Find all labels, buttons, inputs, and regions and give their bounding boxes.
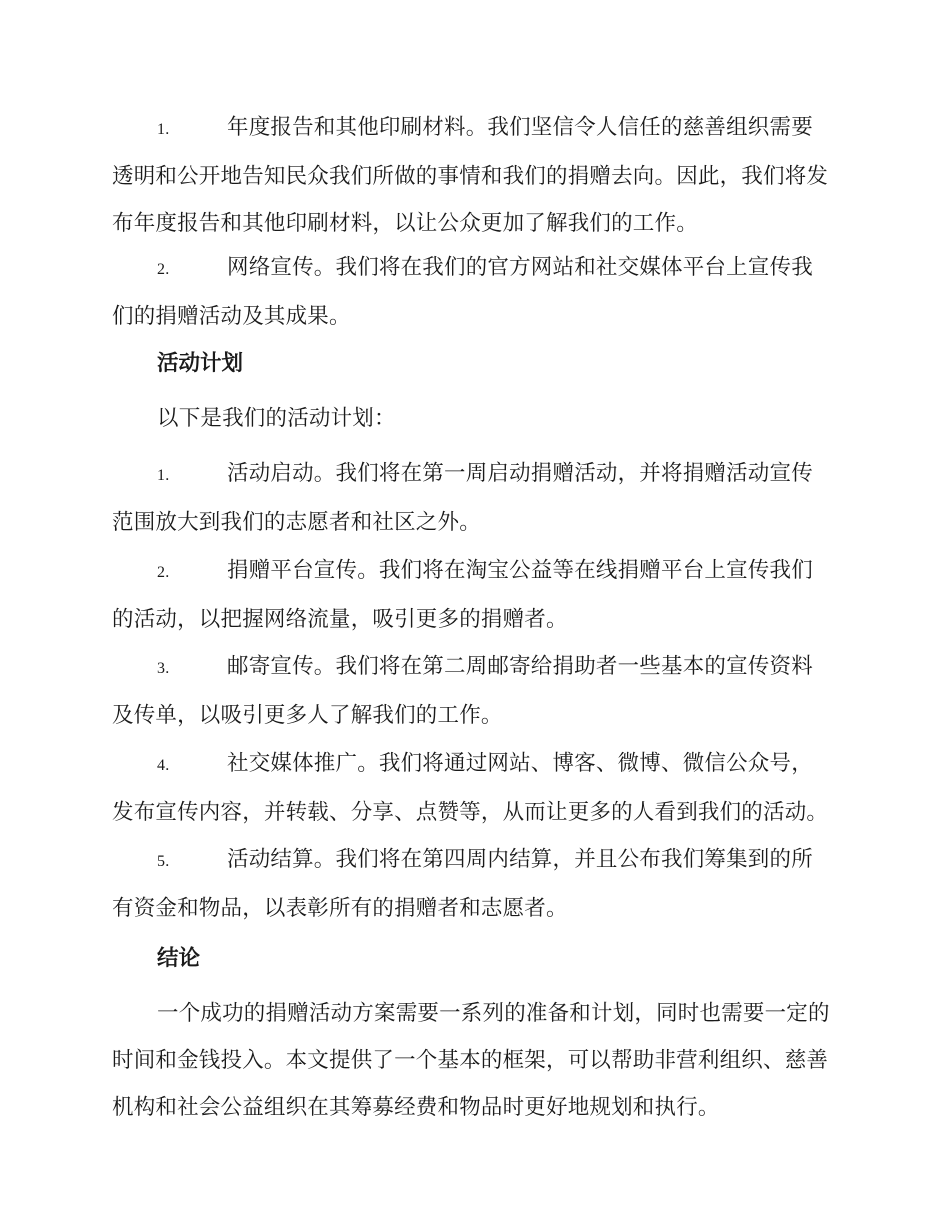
list-item (112, 104, 834, 247)
conclusion-text: 一个成功的捐赠活动方案需要一系列的准备和计划，同时也需要一定的时间和金钱投入。本文提供了一个基本的框架，可以帮助非营利组织、慈善机构和社会公益组织在其筹募经费和物品时更好地规划和执行。 (112, 1001, 830, 1120)
list-item (112, 643, 834, 739)
list-number: 1. (157, 467, 170, 484)
plan-intro-text: 以下是我们的活动计划： (157, 406, 396, 431)
list-item-text: 活动启动。我们将在第一周启动捐赠活动，并将捐赠活动宣传范围放大到我们的志愿者和社区之外。 (112, 461, 813, 535)
plan-intro (112, 395, 834, 442)
list-item-text: 捐赠平台宣传。我们将在淘宝公益等在线捐赠平台上宣传我们的活动，以把握网络流量，吸引更多的捐赠者。 (112, 558, 813, 632)
list-item-text: 活动结算。我们将在第四周内结算，并且公布我们筹集到的所有资金和物品，以表彰所有的捐赠者和志愿者。 (112, 847, 813, 921)
list-number: 1. (157, 121, 170, 138)
list-item-text: 社交媒体推广。我们将通过网站、博客、微博、微信公众号，发布宣传内容，并转载、分享、点赞等，从而让更多的人看到我们的活动。 (112, 751, 829, 825)
section-heading-plan: 活动计划 (157, 351, 244, 376)
list-item (112, 547, 834, 643)
list-item (112, 244, 834, 340)
list-item-text: 年度报告和其他印刷材料。我们坚信令人信任的慈善组织需要透明和公开地告知民众我们所做的事情和我们的捐赠去向。因此，我们将发布年度报告和其他印刷材料，以让公众更加了解我们的工作。 (112, 115, 829, 236)
list-number: 4. (157, 757, 170, 774)
list-number: 2. (157, 261, 170, 278)
conclusion-paragraph (112, 990, 834, 1131)
list-number: 2. (157, 564, 170, 581)
list-number: 5. (157, 853, 170, 870)
list-item (112, 836, 834, 932)
list-item-text: 邮寄宣传。我们将在第二周邮寄给捐助者一些基本的宣传资料及传单，以吸引更多人了解我们的工作。 (112, 654, 813, 728)
list-item (112, 450, 834, 546)
list-number: 3. (157, 660, 170, 677)
list-item-text: 网络宣传。我们将在我们的官方网站和社交媒体平台上宣传我们的捐赠活动及其成果。 (112, 255, 813, 329)
section-heading-conclusion: 结论 (157, 946, 201, 971)
list-item (112, 740, 834, 836)
